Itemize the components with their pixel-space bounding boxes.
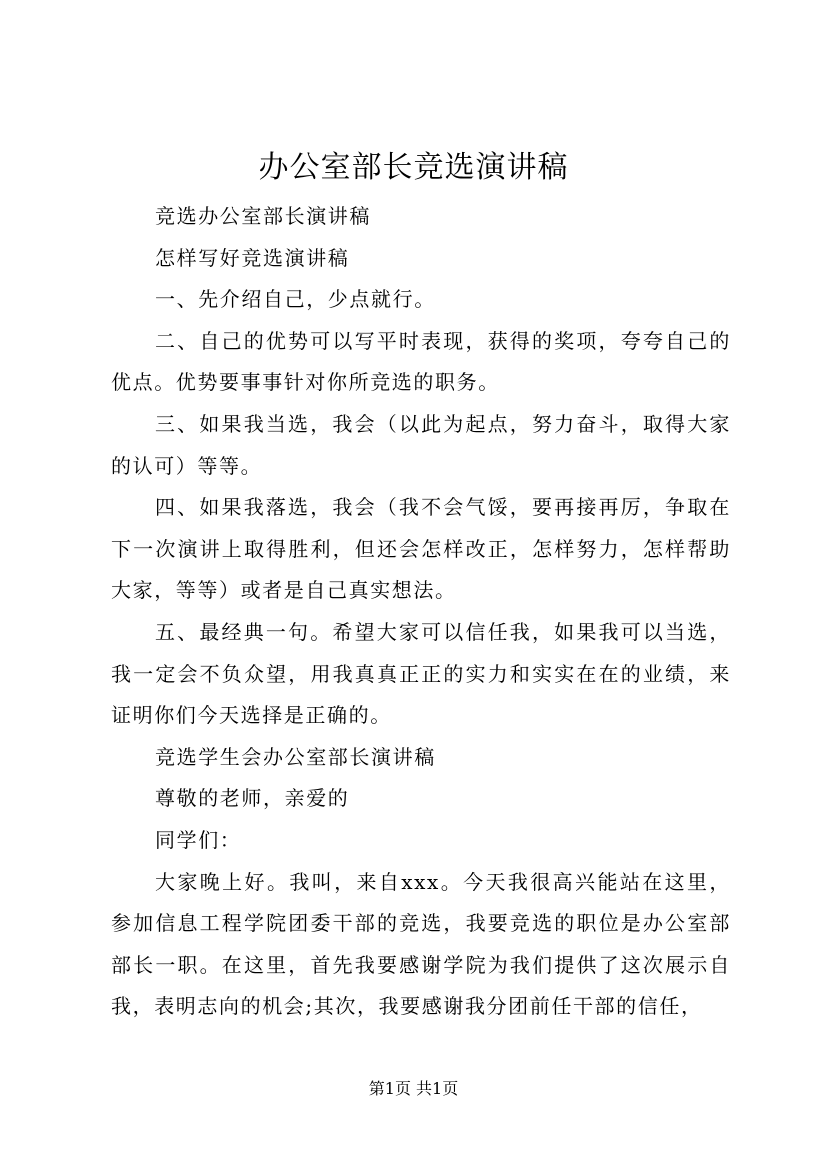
page-footer: 第1页 共1页 [368, 1079, 459, 1098]
paragraph: 二、自己的优势可以写平时表现，获得的奖项，夸夸自己的优点。优势要事事针对你所竞选的职务。 [111, 328, 731, 395]
paragraph: 竞选办公室部长演讲稿 [155, 204, 371, 228]
paragraph: 五、最经典一句。希望大家可以信任我，如果我可以当选，我一定会不负众望，用我真真正正的实力和实实在在的业绩，来证明你们今天选择是正确的。 [111, 619, 731, 728]
document-body [111, 196, 731, 1028]
paragraph: 大家晚上好。我叫，来自xxx。今天我很高兴能站在这里，参加信息工程学院团委干部的竞选，我要竞选的职位是办公室部部长一职。在这里，首先我要感谢学院为我们提供了这次展示自我，表明志向的机会;其次，我要感谢我分团前任干部的信任， [111, 869, 731, 1019]
paragraph: 怎样写好竞选演讲稿 [155, 245, 350, 270]
paragraph: 尊敬的老师，亲爱的 [155, 786, 350, 811]
document-title: 办公室部长竞选演讲稿 [258, 150, 569, 185]
paragraph: 一、先介绍自己，少点就行。 [155, 287, 436, 312]
paragraph: 四、如果我落选，我会（我不会气馁，要再接再厉，争取在下一次演讲上取得胜利，但还会怎样改正，怎样努力，怎样帮助大家，等等）或者是自己真实想法。 [111, 495, 731, 603]
paragraph: 三、如果我当选，我会（以此为起点，努力奋斗，取得大家的认可）等等。 [111, 411, 731, 478]
paragraph: 同学们： [155, 827, 242, 852]
paragraph: 竞选学生会办公室部长演讲稿 [155, 744, 436, 769]
